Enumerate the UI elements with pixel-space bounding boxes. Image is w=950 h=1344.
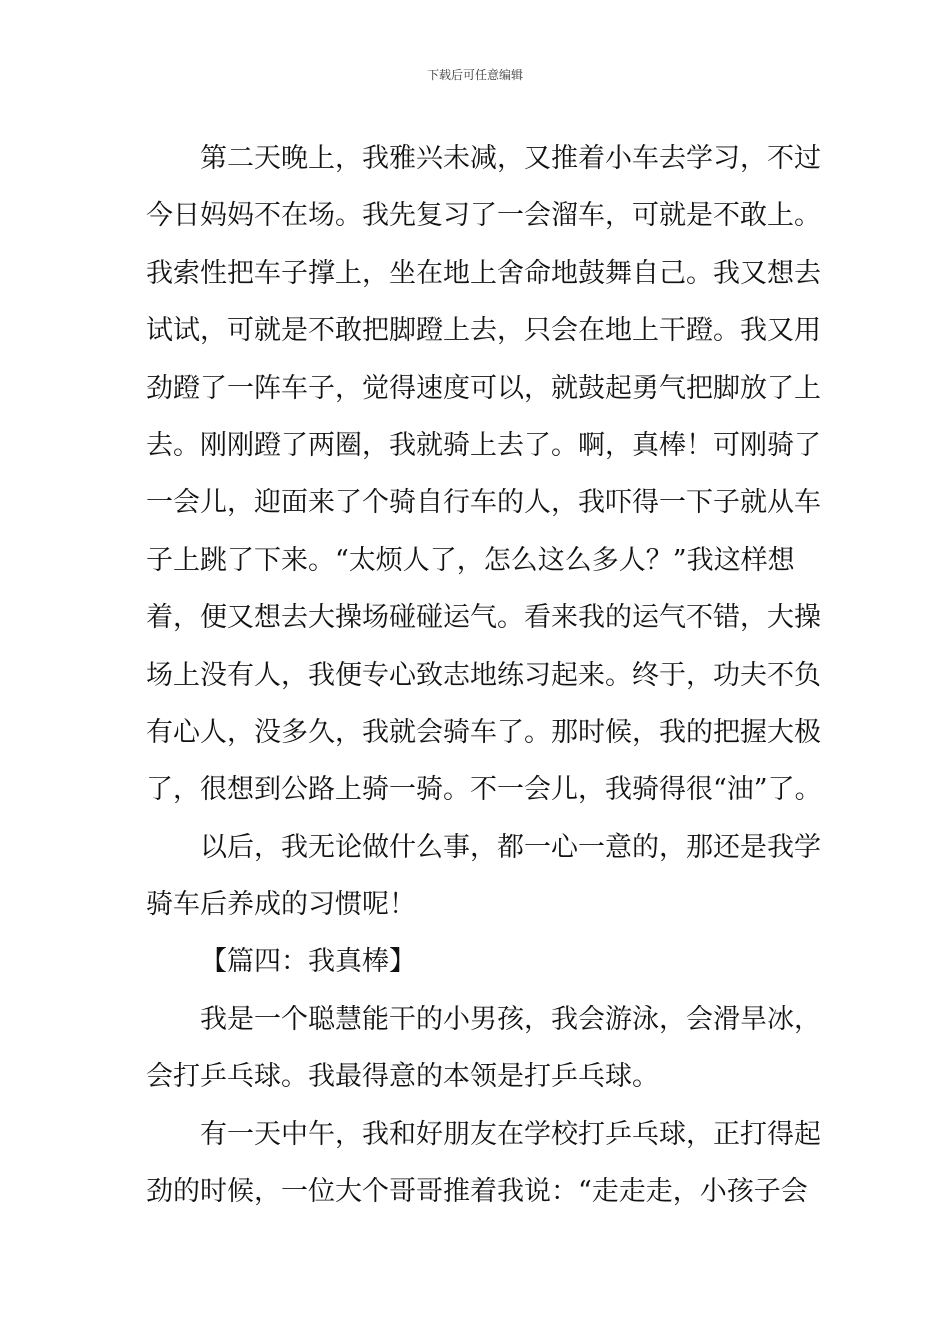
- paragraph-line: 有一天中午，我和好朋友在学校打乒乓球，正打得起: [200, 1118, 821, 1150]
- paragraph-line: 着，便又想去大操场碰碰运气。看来我的运气不错，大操: [146, 602, 821, 634]
- paragraph-line: 今日妈妈不在场。我先复习了一会溜车，可就是不敢上。: [146, 200, 821, 232]
- paragraph-line: 骑车后养成的习惯呢！: [146, 889, 416, 921]
- paragraph-line: 我索性把车子撑上，坐在地上舍命地鼓舞自己。我又想去: [146, 257, 821, 289]
- paragraph-line: 场上没有人，我便专心致志地练习起来。终于，功夫不负: [146, 659, 821, 691]
- paragraph-line: 有心人，没多久，我就会骑车了。那时候，我的把握大极: [146, 716, 821, 748]
- paragraph-line: 一会儿，迎面来了个骑自行车的人，我吓得一下子就从车: [146, 487, 821, 519]
- page-header: 下载后可任意编辑: [426, 68, 523, 82]
- section-heading: 【篇四：我真棒】: [200, 946, 416, 978]
- paragraph-line: 子上跳了下来。“太烦人了，怎么这么多人？”我这样想: [146, 544, 795, 576]
- paragraph-line: 劲的时候，一位大个哥哥推着我说：“走走走，小孩子会: [146, 1176, 808, 1208]
- paragraph-line: 第二天晚上，我雅兴未减，又推着小车去学习，不过: [200, 143, 821, 174]
- paragraph-line: 劲蹬了一阵车子，觉得速度可以，就鼓起勇气把脚放了上: [146, 372, 821, 404]
- paragraph-line: 我是一个聪慧能干的小男孩，我会游泳，会滑旱冰，: [200, 1003, 821, 1035]
- paragraph-line: 去。刚刚蹬了两圈，我就骑上去了。啊，真棒！可刚骑了: [146, 429, 821, 461]
- paragraph-line: 以后，我无论做什么事，都一心一意的，那还是我学: [200, 831, 821, 863]
- paragraph-line: 会打乒乓球。我最得意的本领是打乒乓球。: [146, 1061, 659, 1093]
- paragraph-line: 了，很想到公路上骑一骑。不一会儿，我骑得很“油”了。: [146, 774, 822, 806]
- document-body: [146, 130, 822, 1220]
- paragraph-line: 试试，可就是不敢把脚蹬上去，只会在地上干蹬。我又用: [146, 315, 821, 347]
